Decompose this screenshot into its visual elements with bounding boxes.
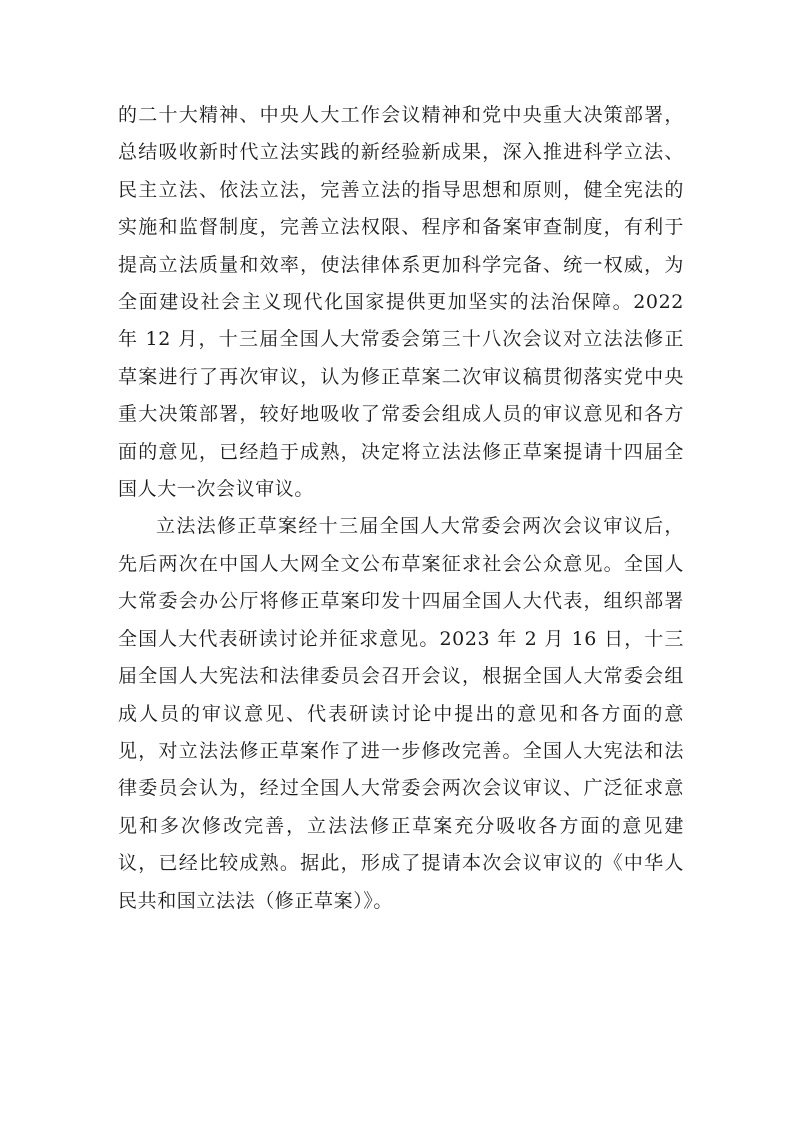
document-page: [118, 97, 684, 920]
paragraph-review-process: 立法法修正草案经十三届全国人大常委会两次会议审议后，先后两次在中国人大网全文公布草案征求社会公众意见。全国人大常委会办公厅将修正草案印发十四届全国人大代表，组织部署全国人大代表研读讨论并征求意见。2023 年 2 月 16 日，十三届全国人大宪法和法律委员会召开会议，根据全国人大常委会组成人员的审议意见、代表研读讨论中提出的意见和各方面的意见，对立法法修正草案作了进一步修改完善。全国人大宪法和法律委员会认为，经过全国人大常委会两次会议审议、广泛征求意见和多次修改完善，立法法修正草案充分吸收各方面的意见建议，已经比较成熟。据此，形成了提请本次会议审议的《中华人民共和国立法法（修正草案）》。: [118, 515, 684, 912]
paragraph-continuation: 的二十大精神、中央人大工作会议精神和党中央重大决策部署，总结吸收新时代立法实践的新经验新成果，深入推进科学立法、民主立法、依法立法，完善立法的指导思想和原则，健全宪法的实施和监督制度，完善立法权限、程序和备案审查制度，有利于提高立法质量和效率，使法律体系更加科学完备、统一权威，为全面建设社会主义现代化国家提供更加坚实的法治保障。2022 年 12 月，十三届全国人大常委会第三十八次会议对立法法修正草案进行了再次审议，认为修正草案二次审议稿贯彻落实党中央重大决策部署，较好地吸收了常委会组成人员的审议意见和各方面的意见，已经趋于成熟，决定将立法法修正草案提请十四届全国人大一次会议审议。: [118, 104, 684, 501]
